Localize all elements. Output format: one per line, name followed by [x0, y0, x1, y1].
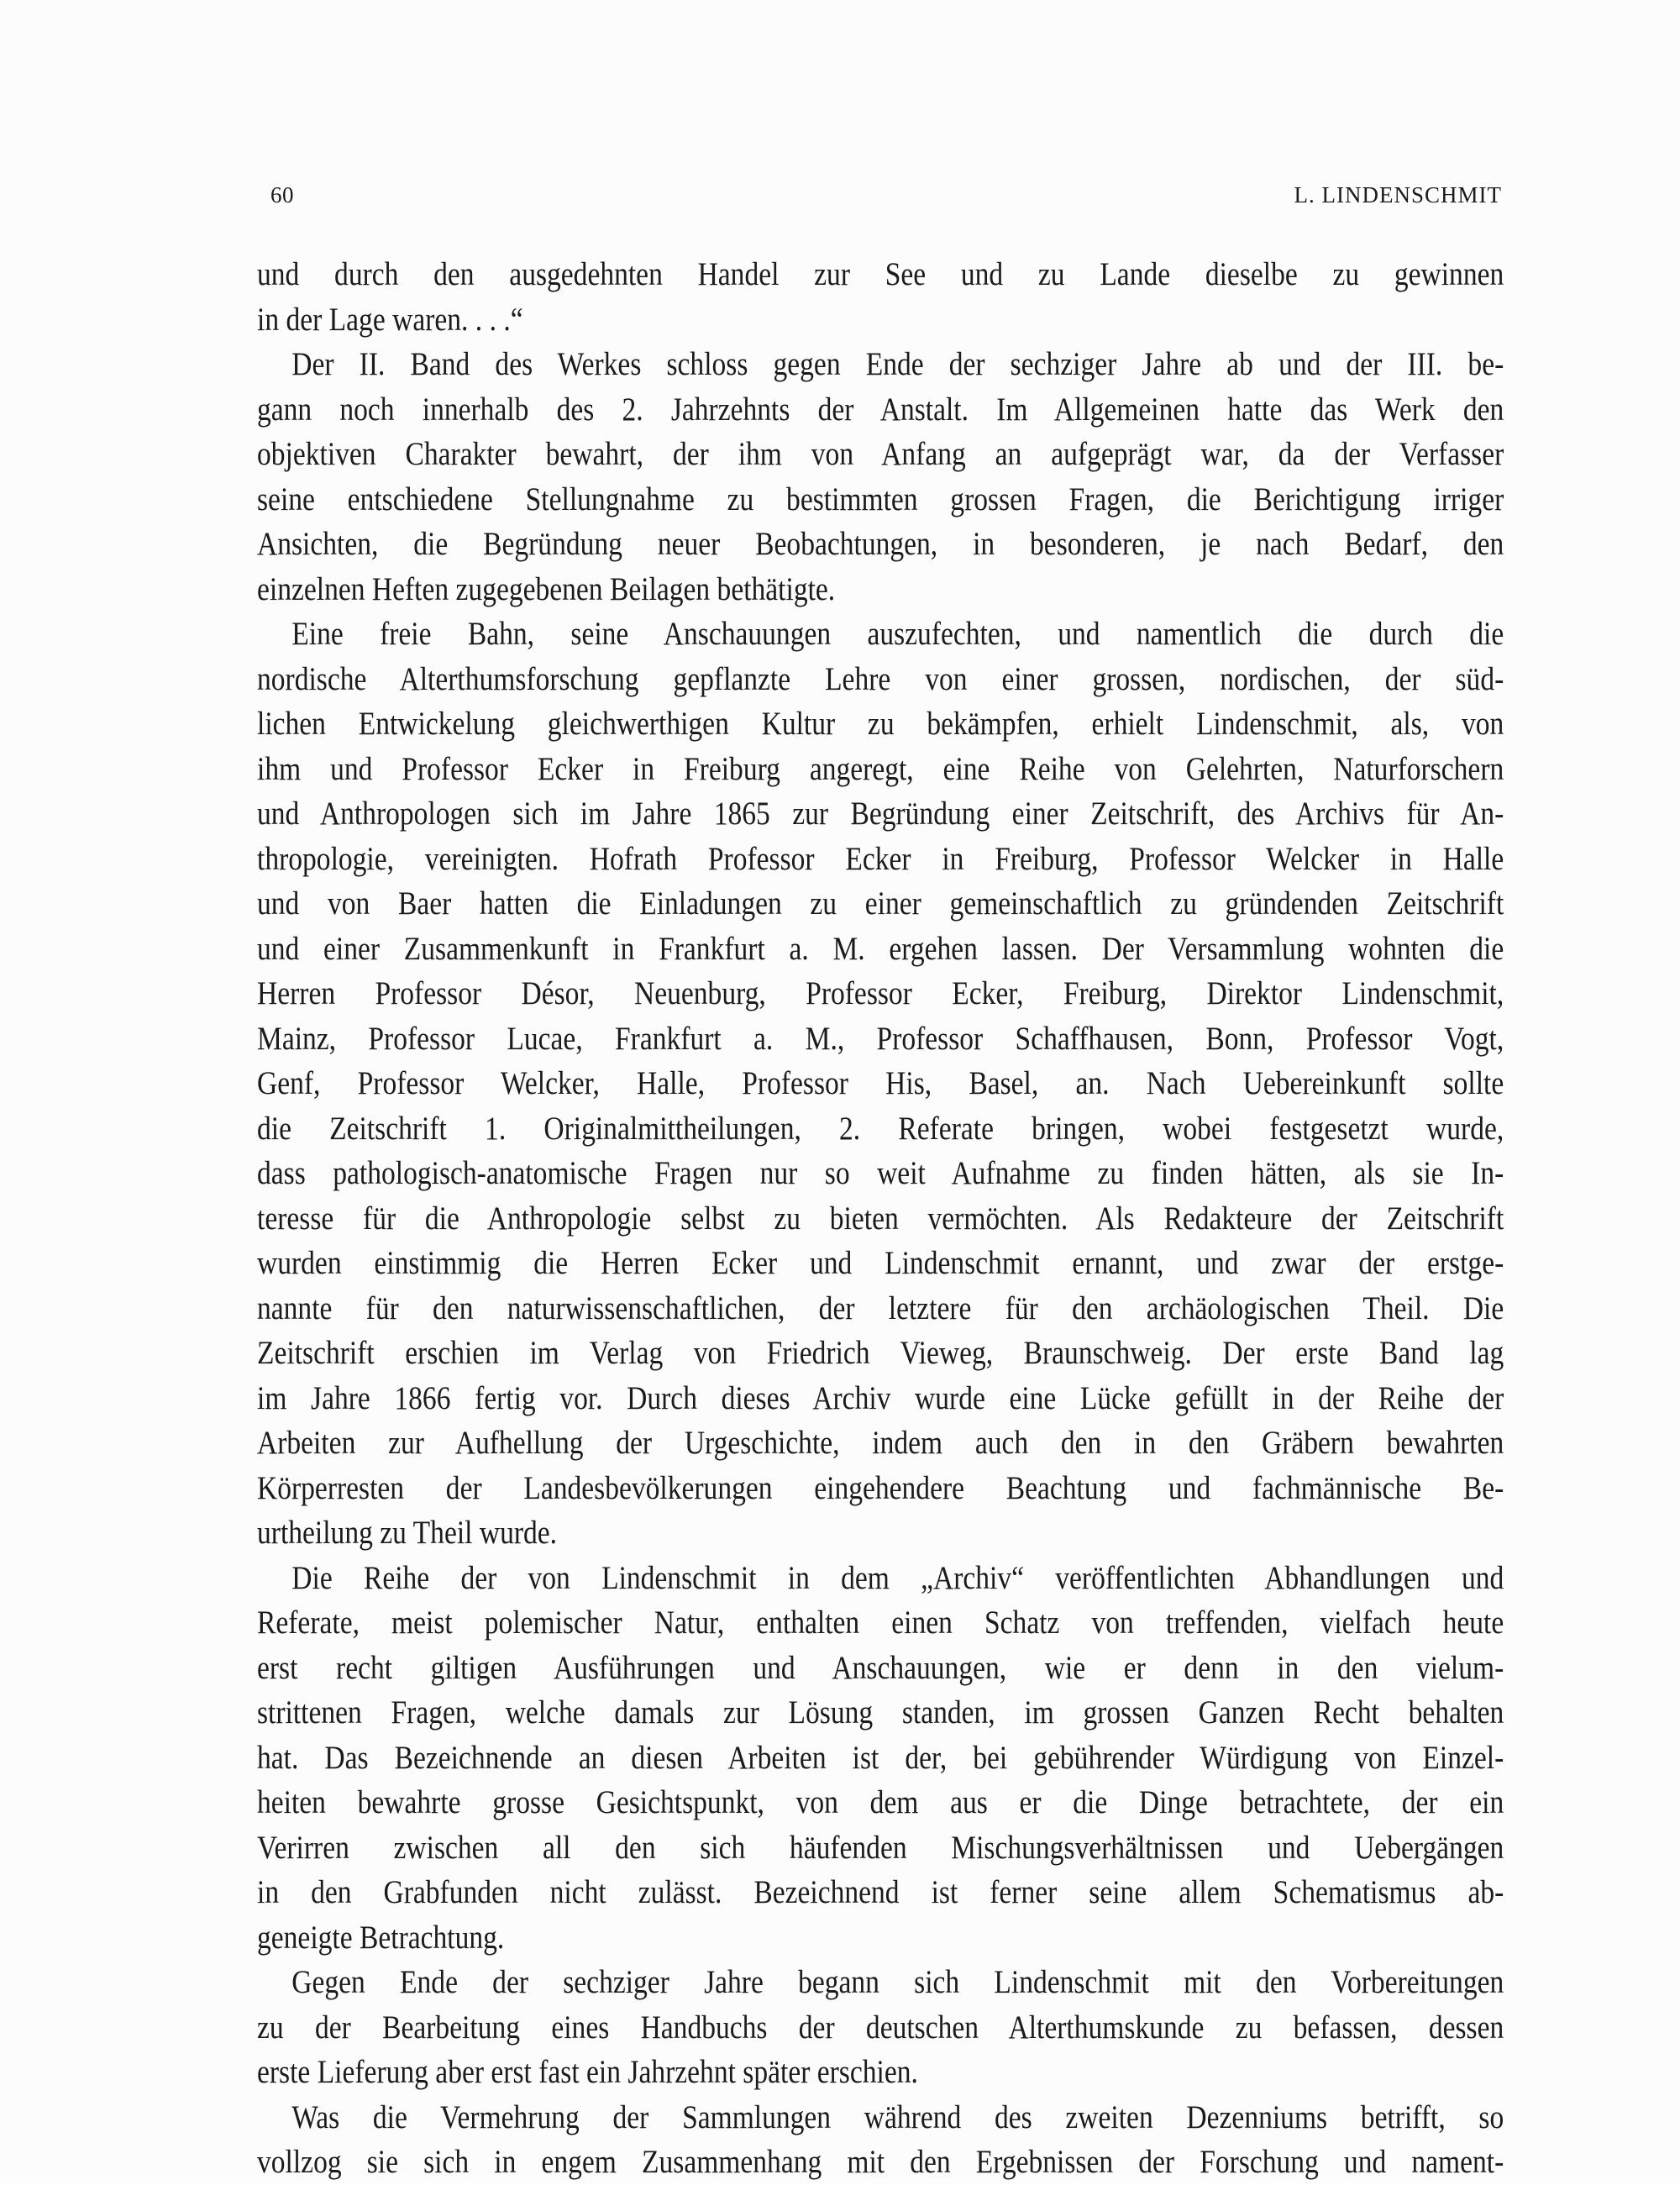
running-head [270, 178, 1502, 212]
text-line: vollzog sie sich in engem Zusammenhang mit den Ergebnissen der Forschung und nament- [257, 2144, 1504, 2180]
text-line: in den Grabfunden nicht zulässt. Bezeichnend ist ferner seine allem Schematismus ab- [257, 1874, 1504, 1910]
text-line: Referate, meist polemischer Natur, enthalten einen Schatz von treffenden, vielfach heute [257, 1605, 1504, 1641]
text-line: teresse für die Anthropologie selbst zu bieten vermöchten. Als Redakteure der Zeitschrift [257, 1200, 1504, 1237]
text-line: im Jahre 1866 fertig vor. Durch dieses Archiv wurde eine Lücke gefüllt in der Reihe der [257, 1379, 1504, 1416]
text-line: in der Lage waren. . . .“ [257, 301, 523, 338]
text-line: die Zeitschrift 1. Originalmittheilungen, 2. Referate bringen, wobei festgesetzt wurde, [257, 1110, 1504, 1147]
body-text [257, 252, 1504, 2185]
text-line: einzelnen Heften zugegebenen Beilagen bethätigte. [257, 570, 836, 607]
text-line: Eine freie Bahn, seine Anschauungen auszufechten, und namentlich die durch die [291, 616, 1504, 652]
text-line: zu der Bearbeitung eines Handbuchs der deutschen Alterthumskunde zu befassen, dessen [257, 2009, 1504, 2046]
text-line: Körperresten der Landesbevölkerungen eingehendere Beachtung und fachmännische Be- [257, 1469, 1504, 1506]
text-line: objektiven Charakter bewahrt, der ihm von Anfang an aufgeprägt war, da der Verfasser [257, 436, 1504, 472]
text-line: und einer Zusammenkunft in Frankfurt a. M. ergehen lassen. Der Versammlung wohnten die [257, 930, 1504, 967]
page-number: 60 [270, 182, 294, 207]
text-line: nannte für den naturwissenschaftlichen, der letztere für den archäologischen Theil. Die [257, 1289, 1504, 1326]
text-line: erste Lieferung aber erst fast ein Jahrzehnt später erschien. [257, 2054, 918, 2090]
text-line: strittenen Fragen, welche damals zur Lösung standen, im grossen Ganzen Recht behalten [257, 1694, 1504, 1731]
running-title: L. LINDENSCHMIT [1294, 182, 1502, 207]
text-line: erst recht giltigen Ausführungen und Anschauungen, wie er denn in den vielum- [257, 1649, 1504, 1686]
text-line: Genf, Professor Welcker, Halle, Professor His, Basel, an. Nach Uebereinkunft sollte [257, 1065, 1504, 1101]
text-line: und von Baer hatten die Einladungen zu einer gemeinschaftlich zu gründenden Zeitschrift [257, 885, 1504, 922]
text-line: Ansichten, die Begründung neuer Beobachtungen, in besonderen, je nach Bedarf, den [257, 526, 1504, 562]
text-line: Zeitschrift erschien im Verlag von Friedrich Vieweg, Braunschweig. Der erste Band lag [257, 1335, 1504, 1371]
text-line: Herren Professor Désor, Neuenburg, Professor Ecker, Freiburg, Direktor Lindenschmit, [257, 975, 1504, 1011]
text-line: urtheilung zu Theil wurde. [257, 1515, 558, 1551]
text-line: Der II. Band des Werkes schloss gegen Ende der sechziger Jahre ab und der III. be- [291, 346, 1504, 382]
text-line: und durch den ausgedehnten Handel zur See und zu Lande dieselbe zu gewinnen [257, 256, 1504, 292]
text-line: geneigte Betrachtung. [257, 1919, 505, 1956]
text-line: und Anthropologen sich im Jahre 1865 zur Begründung einer Zeitschrift, des Archivs für An- [257, 796, 1504, 832]
text-line: Die Reihe der von Lindenschmit in dem „Archiv“ veröffentlichten Abhandlungen und [291, 1559, 1504, 1596]
text-line: thropologie, vereinigten. Hofrath Professor Ecker in Freiburg, Professor Welcker in Halle [257, 840, 1504, 877]
text-line: Was die Vermehrung der Sammlungen während des zweiten Dezenniums betrifft, so [291, 2098, 1504, 2135]
text-line: Arbeiten zur Aufhellung der Urgeschichte, indem auch den in den Gräbern bewahrten [257, 1425, 1504, 1461]
text-line: Mainz, Professor Lucae, Frankfurt a. M., Professor Schaffhausen, Bonn, Professor Vogt, [257, 1020, 1504, 1057]
text-line: wurden einstimmig die Herren Ecker und Lindenschmit ernannt, und zwar der erstge- [257, 1245, 1504, 1281]
text-line: lichen Entwickelung gleichwerthigen Kultur zu bekämpfen, erhielt Lindenschmit, als, von [257, 706, 1504, 742]
text-line: Gegen Ende der sechziger Jahre begann sich Lindenschmit mit den Vorbereitungen [291, 1964, 1504, 2000]
text-line: gann noch innerhalb des 2. Jahrzehnts der Anstalt. Im Allgemeinen hatte das Werk den [257, 391, 1504, 428]
text-line: heiten bewahrte grosse Gesichtspunkt, von dem aus er die Dinge betrachtete, der ein [257, 1784, 1504, 1820]
text-line: hat. Das Bezeichnende an diesen Arbeiten ist der, bei gebührender Würdigung von Einzel- [257, 1739, 1504, 1776]
text-line: Verirren zwischen all den sich häufenden Mischungsverhältnissen und Uebergängen [257, 1829, 1504, 1866]
text-line: ihm und Professor Ecker in Freiburg angeregt, eine Reihe von Gelehrten, Naturforschern [257, 750, 1504, 787]
text-line: nordische Alterthumsforschung gepflanzte Lehre von einer grossen, nordischen, der süd- [257, 660, 1504, 697]
text-line: seine entschiedene Stellungnahme zu bestimmten grossen Fragen, die Berichtigung irriger [257, 481, 1504, 517]
text-line: dass pathologisch-anatomische Fragen nur so weit Aufnahme zu finden hätten, als sie In- [257, 1155, 1504, 1191]
